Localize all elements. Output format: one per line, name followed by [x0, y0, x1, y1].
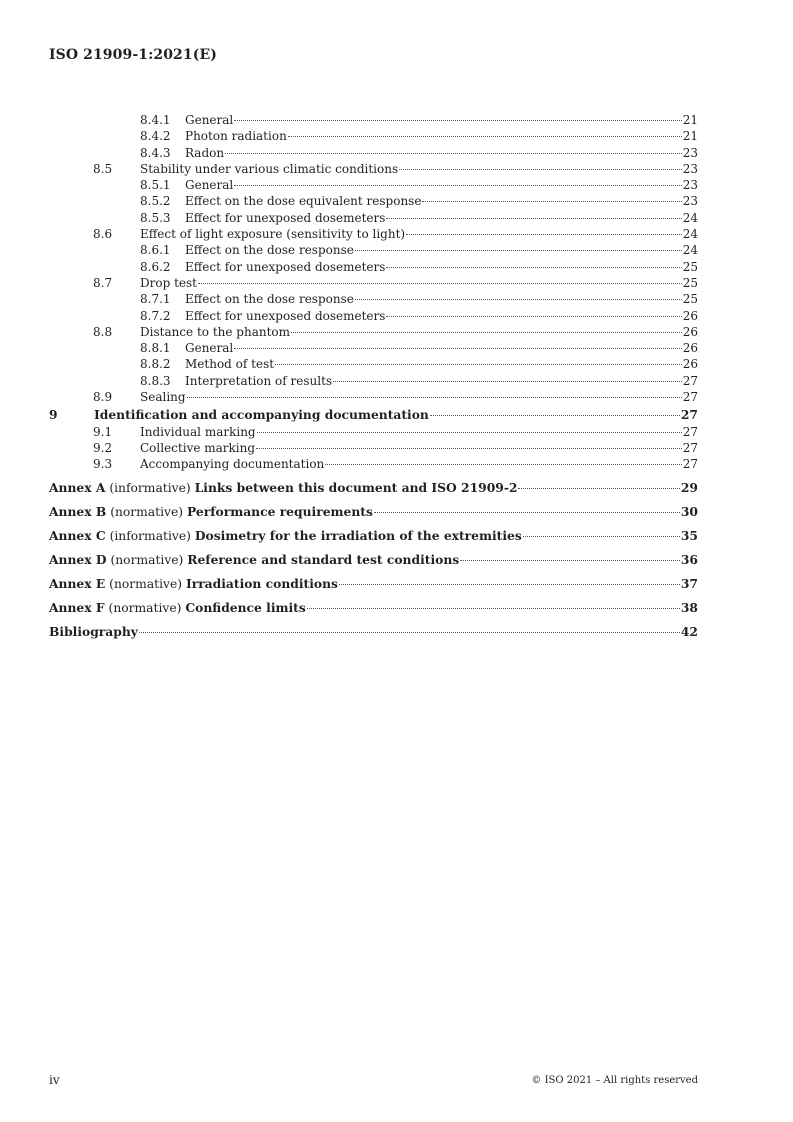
- toc-entry-8-8-1[interactable]: [49, 340, 698, 356]
- dot-leader: [325, 464, 681, 465]
- toc-entry-8-4-1[interactable]: [49, 112, 698, 128]
- dot-leader: [355, 299, 682, 300]
- page-number: iv: [49, 1073, 60, 1087]
- dot-leader: [257, 432, 682, 433]
- toc-entry-title: Effect on the dose equivalent response: [185, 194, 422, 209]
- toc-entry-bibliography[interactable]: [49, 624, 698, 640]
- toc-entry-page: 25: [682, 259, 698, 274]
- toc-entry-8-5-2[interactable]: [49, 193, 698, 209]
- annex-label: Annex A: [49, 480, 106, 496]
- dot-leader: [275, 364, 682, 365]
- dot-leader: [374, 512, 680, 513]
- dot-leader: [291, 332, 682, 333]
- toc-entry-page: 27: [682, 373, 698, 388]
- dot-leader: [234, 120, 681, 121]
- dot-leader: [307, 608, 680, 609]
- toc-entry-title: Effect for unexposed dosemeters: [185, 308, 386, 323]
- toc-entry-annex-a[interactable]: [49, 480, 698, 496]
- toc-entry-annex-b[interactable]: [49, 504, 698, 520]
- toc-entry-number: 8.7: [93, 275, 113, 290]
- annex-kind: (normative): [109, 577, 183, 592]
- toc-entry-8-8-2[interactable]: [49, 356, 698, 372]
- toc-entry-title: Interpretation of results: [185, 373, 333, 388]
- toc-entry-8-5-1[interactable]: [49, 177, 698, 193]
- toc-entry-page: 27: [682, 457, 698, 472]
- annex-title: Irradiation conditions: [185, 576, 338, 592]
- toc-entry-title: Accompanying documentation: [140, 457, 325, 472]
- dot-leader: [256, 448, 682, 449]
- toc-entry-page: 27: [680, 407, 698, 423]
- toc-entry-9-1[interactable]: [49, 424, 698, 440]
- toc-entry-title: Effect for unexposed dosemeters: [185, 210, 386, 225]
- dot-leader: [355, 250, 682, 251]
- toc-entry-page: 27: [682, 390, 698, 405]
- toc-entry-title: Photon radiation: [185, 129, 287, 144]
- dot-leader: [187, 397, 682, 398]
- dot-leader: [234, 185, 681, 186]
- toc-entry-title: Bibliography: [49, 624, 138, 640]
- table-of-contents: [49, 112, 698, 640]
- toc-entry-number: 8.8.2: [140, 357, 171, 372]
- toc-entry-number: 8.6.2: [140, 259, 171, 274]
- toc-entry-number: 9: [49, 407, 58, 423]
- annex-label: Annex F: [49, 600, 105, 616]
- toc-entry-page: 35: [680, 528, 698, 544]
- toc-entry-page: 25: [682, 275, 698, 290]
- annex-title: Dosimetry for the irradiation of the extremities: [194, 528, 522, 544]
- toc-entry-number: 8.4.3: [140, 145, 171, 160]
- annex-kind: (informative): [109, 529, 191, 544]
- toc-entry-8-6-1[interactable]: [49, 242, 698, 258]
- dot-leader: [523, 536, 680, 537]
- toc-entry-8-6-2[interactable]: [49, 259, 698, 275]
- toc-entry-title: Radon: [185, 145, 225, 160]
- toc-entry-page: 26: [682, 324, 698, 339]
- dot-leader: [518, 488, 679, 489]
- toc-entry-number: 8.7.2: [140, 308, 171, 323]
- annex-label: Annex E: [49, 576, 106, 592]
- toc-entry-page: 23: [682, 178, 698, 193]
- toc-entry-title: General: [185, 341, 234, 356]
- toc-entry-page: 24: [682, 243, 698, 258]
- dot-leader: [139, 632, 680, 633]
- dot-leader: [333, 381, 682, 382]
- toc-entry-9-2[interactable]: [49, 440, 698, 456]
- toc-entry-number: 8.5.1: [140, 178, 171, 193]
- toc-entry-title: Collective marking: [140, 440, 256, 455]
- annex-label: Annex B: [49, 504, 107, 520]
- toc-entry-number: 8.7.1: [140, 292, 171, 307]
- toc-entry-page: 25: [682, 292, 698, 307]
- dot-leader: [386, 218, 681, 219]
- annex-label: Annex D: [49, 552, 107, 568]
- annex-title: Performance requirements: [187, 504, 373, 520]
- toc-entry-number: 8.8.3: [140, 373, 171, 388]
- toc-entry-number: 8.5.2: [140, 194, 171, 209]
- toc-entry-title: Identification and accompanying documentation: [94, 407, 429, 423]
- toc-entry-annex-d[interactable]: [49, 552, 698, 568]
- toc-entry-title: Stability under various climatic conditions: [140, 161, 399, 176]
- toc-entry-number: 8.4.2: [140, 129, 171, 144]
- toc-entry-8-7-2[interactable]: [49, 308, 698, 324]
- toc-entry-page: 30: [680, 504, 698, 520]
- dot-leader: [225, 153, 682, 154]
- toc-entry-page: 38: [680, 600, 698, 616]
- annex-title: Links between this document and ISO 21909-2: [194, 480, 518, 496]
- toc-entry-page: 26: [682, 308, 698, 323]
- toc-entry-page: 24: [682, 227, 698, 242]
- dot-leader: [386, 267, 681, 268]
- document-id-header: ISO 21909-1:2021(E): [49, 47, 217, 63]
- toc-entry-8-8-3[interactable]: [49, 373, 698, 389]
- toc-entry-page: 29: [680, 480, 698, 496]
- toc-entry-number: 9.2: [93, 440, 113, 455]
- toc-entry-8-5-3[interactable]: [49, 210, 698, 226]
- annex-kind: (informative): [109, 481, 191, 496]
- dot-leader: [288, 136, 682, 137]
- toc-entry-annex-e[interactable]: [49, 576, 698, 592]
- dot-leader: [460, 560, 680, 561]
- toc-entry-8-8[interactable]: [49, 324, 698, 340]
- toc-entry-annex-c[interactable]: [49, 528, 698, 544]
- toc-entry-8-7[interactable]: [49, 275, 698, 291]
- toc-entry-page: 21: [682, 129, 698, 144]
- toc-entry-number: 8.4.1: [140, 113, 171, 127]
- toc-entry-page: 23: [682, 194, 698, 209]
- toc-entry-9[interactable]: [49, 407, 698, 423]
- dot-leader: [430, 415, 680, 416]
- toc-entry-page: 23: [682, 161, 698, 176]
- toc-entry-title: Distance to the phantom: [140, 324, 291, 339]
- toc-entry-8-5[interactable]: [49, 161, 698, 177]
- toc-entry-title: Sealing: [140, 390, 186, 405]
- toc-entry-page: 27: [682, 440, 698, 455]
- toc-entry-number: 8.6.1: [140, 243, 171, 258]
- dot-leader: [339, 584, 680, 585]
- annex-title: Confidence limits: [185, 600, 306, 616]
- toc-entry-8-7-1[interactable]: [49, 291, 698, 307]
- toc-entry-number: 9.1: [93, 424, 113, 439]
- toc-entry-8-6[interactable]: [49, 226, 698, 242]
- toc-entry-page: 26: [682, 341, 698, 356]
- toc-entry-page: 24: [682, 210, 698, 225]
- toc-entry-number: 8.5: [93, 161, 113, 176]
- copyright-notice: © ISO 2021 – All rights reserved: [531, 1075, 698, 1086]
- toc-entry-title: Drop test: [140, 275, 197, 290]
- toc-entry-8-9[interactable]: [49, 389, 698, 405]
- annex-kind: (normative): [108, 601, 182, 616]
- dot-leader: [399, 169, 682, 170]
- annex-kind: (normative): [110, 553, 184, 568]
- toc-entry-8-4-2[interactable]: [49, 128, 698, 144]
- toc-entry-number: 8.9: [93, 390, 113, 405]
- toc-entry-title: General: [185, 178, 234, 193]
- toc-entry-number: 9.3: [93, 457, 113, 472]
- annex-kind: (normative): [110, 505, 184, 520]
- toc-entry-title: General: [185, 113, 234, 127]
- dot-leader: [386, 316, 681, 317]
- toc-entry-page: 26: [682, 357, 698, 372]
- toc-entry-title: Effect of light exposure (sensitivity to light): [140, 227, 406, 242]
- toc-entry-title: Effect on the dose response: [185, 243, 354, 258]
- toc-entry-title: Individual marking: [140, 424, 256, 439]
- toc-entry-page: 36: [680, 552, 698, 568]
- dot-leader: [406, 234, 682, 235]
- toc-entry-annex-f[interactable]: [49, 600, 698, 616]
- toc-entry-number: 8.8: [93, 324, 113, 339]
- toc-entry-page: 42: [680, 624, 698, 640]
- toc-entry-9-3[interactable]: [49, 456, 698, 472]
- toc-entry-number: 8.5.3: [140, 210, 171, 225]
- toc-entry-8-4-3[interactable]: [49, 145, 698, 161]
- toc-entry-title: Method of test: [185, 357, 275, 372]
- toc-entry-page: 37: [680, 576, 698, 592]
- annex-label: Annex C: [49, 528, 106, 544]
- toc-entry-page: 27: [682, 424, 698, 439]
- toc-entry-title: Effect for unexposed dosemeters: [185, 259, 386, 274]
- dot-leader: [422, 201, 681, 202]
- dot-leader: [198, 283, 682, 284]
- toc-entry-number: 8.8.1: [140, 341, 171, 356]
- toc-entry-number: 8.6: [93, 227, 113, 242]
- dot-leader: [234, 348, 681, 349]
- toc-entry-page: 23: [682, 145, 698, 160]
- annex-title: Reference and standard test conditions: [187, 552, 460, 568]
- toc-entry-page: 21: [682, 113, 698, 127]
- toc-entry-title: Effect on the dose response: [185, 292, 354, 307]
